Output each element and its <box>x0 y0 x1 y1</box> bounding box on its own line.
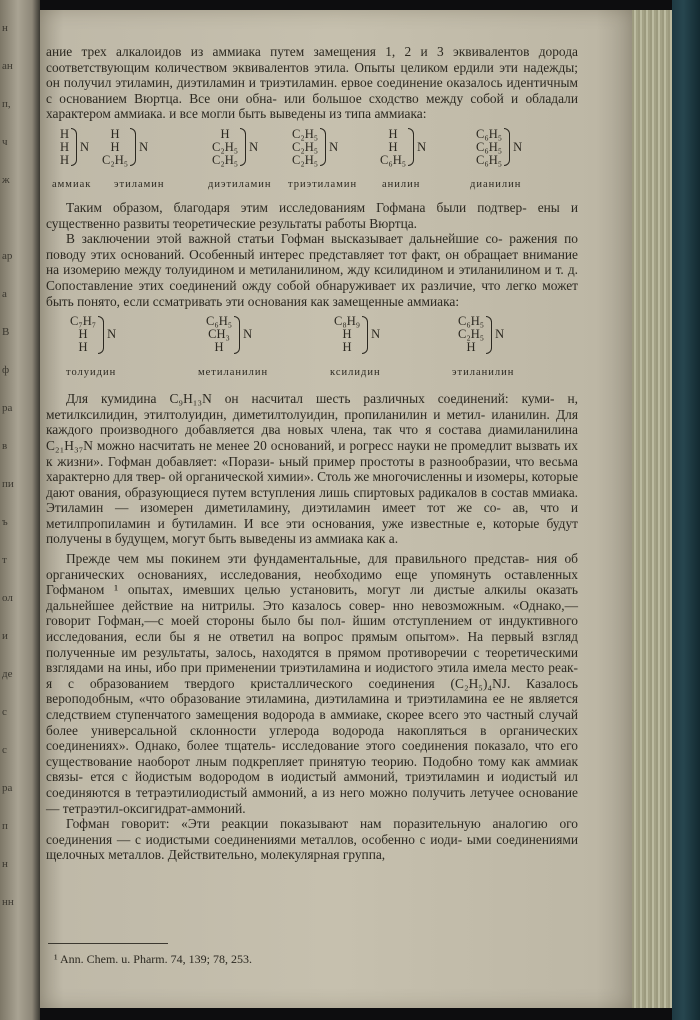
prev-page-fragment: ф <box>2 364 10 376</box>
prev-page-fragment: ж <box>2 174 10 186</box>
formula-aniline: H H C₆H₅ N <box>380 126 427 167</box>
formula-toluidine: C₇H₇ H H N <box>70 314 117 355</box>
previous-page-edge <box>0 0 40 1020</box>
paragraph: В заключении этой важной статьи Гофман высказывает дальнейшие со- ражения по поводу этих оснований. Особенный интерес представляет тот факт, он обращает внимание на изомерию между толуидином и метиланилином, жду ксилидином и этиланилином и т. д. Сопоставление этих соединений ожду собой обнаруживает их различие, что легко может быть понято, если ссматривать эти основания как замещенные аммиака: <box>46 231 578 309</box>
book-cover <box>672 0 700 1020</box>
footnote-text: Ann. Chem. u. Pharm. 74, 139; 78, 253. <box>59 952 252 966</box>
formula-xylidine: C₈H₉ H H N <box>334 314 381 355</box>
prev-page-fragment: ра <box>2 782 13 794</box>
formula-ethylamine: H H C₂H₅ N <box>102 126 149 167</box>
formula-caption: триэтиламин <box>288 178 358 190</box>
prev-page-fragment: де <box>2 668 13 680</box>
footnote-mark: ¹ <box>54 952 58 966</box>
formula-methylaniline: C₆H₅ CH₃ H N <box>206 314 253 355</box>
prev-page-fragment: ра <box>2 402 13 414</box>
formula-caption: метиланилин <box>198 367 269 379</box>
prev-page-fragment: В <box>2 326 10 338</box>
prev-page-fragment: а <box>2 288 7 300</box>
prev-page-fragment: с <box>2 706 7 718</box>
formula-row-isomers <box>46 313 578 383</box>
paragraph: Таким образом, благодаря этим исследованиям Гофмана были подтвер- ены и существенно развиты теоретические результаты работы Вюртца. <box>46 199 578 231</box>
formula-caption: этиламин <box>114 178 165 190</box>
prev-page-fragment: с <box>2 744 7 756</box>
formula-caption: ксилидин <box>330 367 381 379</box>
formula-caption: толуидин <box>66 367 117 379</box>
prev-page-fragment: и <box>2 630 8 642</box>
formula-triethylamine: C₂H₅ C₂H₅ C₂H₅ N <box>292 126 339 167</box>
paragraph: Для кумидина C₉H₁₃N он насчитал шесть различных соединений: куми- н, метилксилидин, этилтолуидин, диметилтолуидин, пропиланилин и метил- иланилин. Для каждого производного добавляется два новых члена, так что я состава диамиланилина C₂₁H₃₇N можно насчитать не менее 20 оснований, и рогресс науки не промедлит вызвать их к жизни». Гофман добавляет: «Порази- ьный пример простоты в разнообразии, что весьма характерно для твер- ой органической химии». Столь же многочисленны и изомеры, которые дают ования, образующиеся путем вступления лишь спиртовых радикалов в состав ммиака. Этиламин — изомерен диметиламину, диэтиламин имеет тот же со- ав, что и метилпропиламин и бутиламин. И все эти основания, уже известные е, которые будут получены в будущем, могут быть выведены из аммиака как а. <box>46 391 579 547</box>
prev-page-fragment: нн <box>2 896 14 908</box>
prev-page-fragment: ол <box>2 592 13 604</box>
formula-diethylamine: H C₂H₅ C₂H₅ N <box>212 126 259 167</box>
formula-dianiline: C₆H₅ C₆H₅ C₆H₅ N <box>476 126 523 167</box>
page-block-edges <box>632 10 672 1008</box>
prev-page-fragment: н <box>2 858 8 870</box>
prev-page-fragment: ар <box>2 250 13 262</box>
prev-page-fragment: в <box>2 440 8 452</box>
prev-page-fragment: ъ <box>2 516 8 528</box>
formula-caption: анилин <box>382 178 421 190</box>
page-text <box>46 44 578 863</box>
prev-page-fragment: н <box>2 22 8 34</box>
prev-page-fragment: пи <box>2 478 14 490</box>
formula-caption: аммиак <box>52 178 92 190</box>
formula-caption: этиланилин <box>452 367 515 379</box>
formula-ethylaniline: C₆H₅ C₂H₅ H N <box>458 314 505 355</box>
footnote-rule <box>48 943 168 944</box>
footnote <box>54 952 252 967</box>
paragraph: Прежде чем мы покинем эти фундаментальные, для правильного представ- ния об органических основаниях, исследования, необходимо еще упомянуть оставленных Гофманом ¹ опытах, имевших целью установить, могут ли дистые алкилы оказать дальнейшее действие на нитрилы. Это казалось совер- нно невозможным. «Однако,—говорит Гофман,—с моей стороны было бы пол- йшим отступлением от индуктивного исследования, если бы я не ответил на вопрос прямым опытом». На первый взгляд полученные им результаты, залось, находятся в прямом противоречии с теоретическими взглядами на ины, ибо при применении триэтиламина и иодистого этила имела место реак- я с образованием твердого кристаллического соединения (C₂H₅)₄NJ. Казалось вероподобным, «что образование этиламина, диэтиламина и триэтиламина ее не является следствием ступенчатого замещения водорода в аммиаке, скорее всего это частный случай более универсальной склонности углерода водорода накопляться в органических соединениях». Однако, более тщатель- исследование этого соединения показало, что его существование наоборот лным подкрепляет принятую теорию. Подобно тому как аммиак связы- ется с йодистым водородом в иодистый аммоний, триэтиламин и иодистый ил соединяются в тетраэтилиодистый аммоний, а из него можно получить летучее основание — тетраэтил-оксигидрат-аммоний. <box>46 551 578 816</box>
prev-page-fragment: п <box>2 820 8 832</box>
formula-caption: диэтиламин <box>208 178 272 190</box>
formula-row-amines <box>46 126 578 194</box>
prev-page-fragment: т <box>2 554 7 566</box>
formula-ammonia: H H H N <box>60 126 90 167</box>
paragraph: Гофман говорит: «Эти реакции показывают нам поразительную аналогию ого соединения — с иодистыми соединениями металлов, особенно с иоди- ыми соединениями щелочных металлов. Действительно, молекулярная группа, <box>46 816 578 863</box>
prev-page-fragment: ан <box>2 60 13 72</box>
book-page <box>40 10 632 1008</box>
prev-page-fragment: п, <box>2 98 11 110</box>
prev-page-fragment: ч <box>2 136 8 148</box>
formula-caption: дианилин <box>470 178 522 190</box>
paragraph: ание трех алкалоидов из аммиака путем замещения 1, 2 и 3 эквивалентов дорода соответствующим количеством эквивалентов этила. Опыты целиком ердили эти надежды; он получил этиламин, диэтиламин и триэтиламин. ервое соединение оказалось идентичным с основанием Вюртца. Все они обна- или большое сходство между собой и обладали характером аммиака. и все могли быть выведены из типа аммиака: <box>46 44 578 122</box>
